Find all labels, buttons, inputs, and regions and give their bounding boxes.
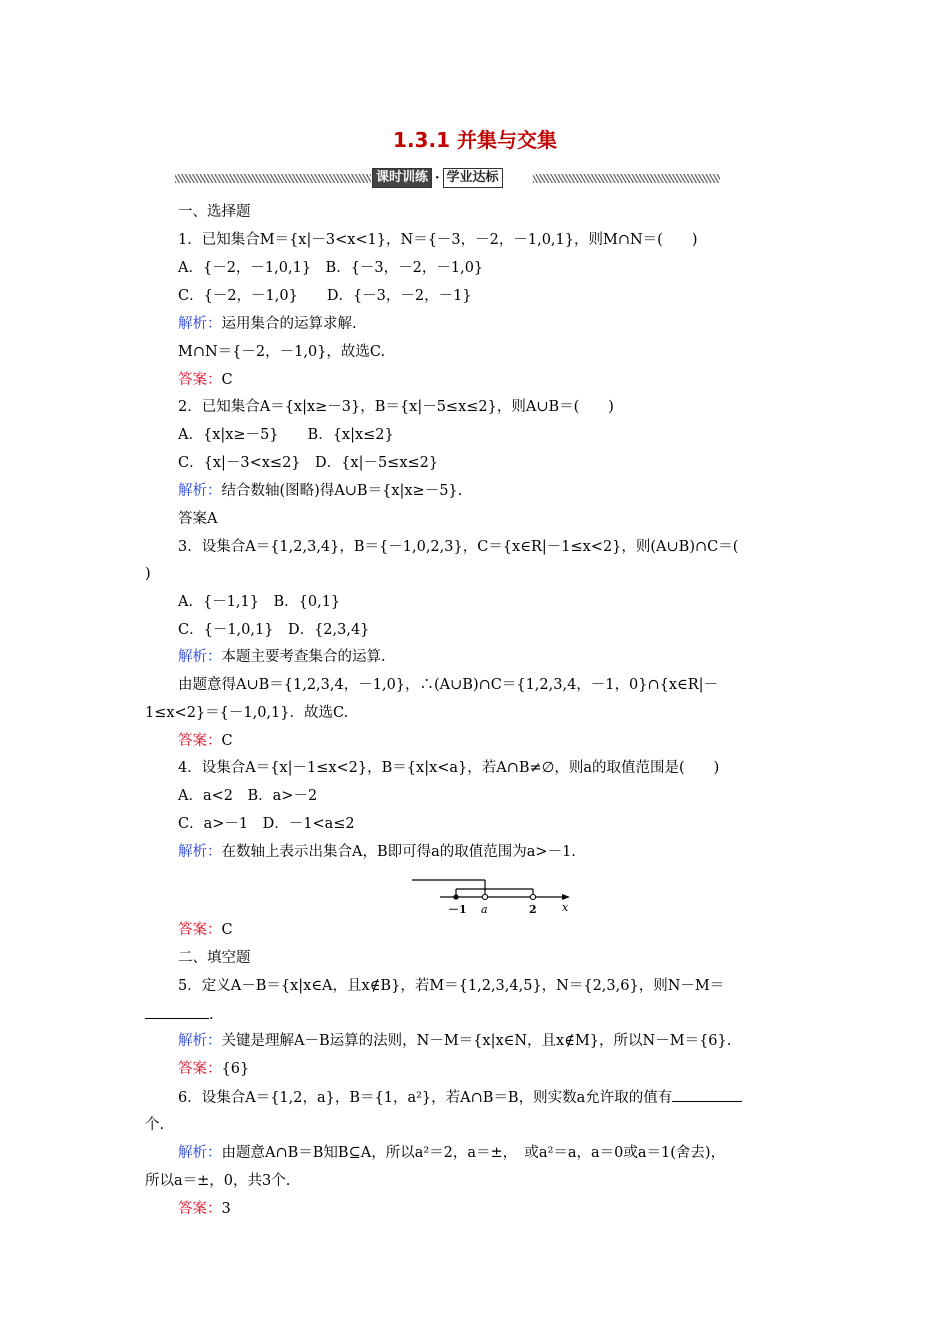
line-text: 2．已知集合A＝{x|x≥－3}，B＝{x|－5≤x≤2}，则A∪B＝( ): [178, 399, 614, 415]
line-text: 关键是理解A－B运算的法则，N－M＝{x|x∈N，且x∉M}，所以N－M＝{6}.: [221, 1033, 732, 1049]
answer-line: [178, 1199, 231, 1219]
text-line: [178, 976, 724, 996]
line-text: 5．定义A－B＝{x|x∈A，且x∉B}，若M＝{1,2,3,4,5}，N＝{2,3,6}，则N－M＝: [178, 978, 725, 994]
text-line: [145, 1171, 290, 1191]
line-text: A．{－1,1} B．{0,1}: [178, 594, 341, 610]
line-text: A．{x|x≥－5} B．{x|x≤2}: [178, 427, 394, 443]
text-line: [178, 948, 251, 968]
analysis-label: 解析：: [178, 483, 222, 499]
fill-in-blank: [145, 1004, 209, 1019]
line-text: .: [209, 1007, 214, 1023]
text-line: [178, 1087, 742, 1108]
analysis-line: [178, 1143, 725, 1163]
analysis-line: [178, 481, 462, 501]
line-text: C．{x|－3<x≤2} D．{x|－5≤x≤2}: [178, 455, 439, 471]
numline-label-neg1: －1: [448, 903, 467, 916]
text-line: [178, 202, 251, 222]
text-line: [178, 814, 355, 834]
line-text: 1≤x<2}＝{－1,0,1}．故选C.: [145, 705, 349, 721]
line-text: 本题主要考查集合的运算.: [221, 649, 386, 665]
text-line: [178, 537, 738, 557]
banner-label-standard: 学业达标: [443, 168, 503, 188]
line-text: 在数轴上表示出集合A，B即可得a的取值范围为a>－1.: [221, 844, 576, 860]
analysis-line: [178, 842, 576, 862]
text-line: [145, 564, 151, 584]
line-text: A．a<2 B．a>－2: [178, 788, 318, 804]
numline-label-x: x: [562, 901, 569, 914]
line-text: 3: [221, 1201, 231, 1217]
number-line-figure: [410, 872, 580, 922]
line-text: 一、选择题: [178, 204, 251, 220]
analysis-line: [178, 1031, 731, 1051]
answer-line: [178, 731, 233, 751]
banner-label-practice: 课时训练: [372, 168, 432, 188]
analysis-label: 解析：: [178, 1145, 222, 1161]
open-point-marker: [530, 894, 535, 899]
text-line: [145, 1004, 214, 1025]
analysis-label: 解析：: [178, 316, 222, 332]
answer-label: 答案：: [178, 1061, 222, 1077]
line-text: 结合数轴(图略)得A∪B＝{x|x≥－5}.: [221, 483, 463, 499]
answer-line: [178, 1059, 249, 1079]
line-text: C: [221, 372, 233, 388]
line-text: {6}: [221, 1061, 250, 1077]
answer-line: [178, 920, 233, 940]
line-text: 3．设集合A＝{1,2,3,4}，B＝{－1,0,2,3}，C＝{x∈R|－1≤x<2}，则(A∪B)∩C＝(: [178, 539, 739, 555]
text-line: [145, 1115, 164, 1135]
banner-hatch-left: [175, 174, 371, 183]
text-line: [178, 758, 719, 778]
analysis-label: 解析：: [178, 1033, 222, 1049]
text-line: [145, 703, 348, 723]
line-text: C: [221, 733, 233, 749]
text-line: [178, 342, 385, 362]
answer-label: 答案：: [178, 733, 222, 749]
line-text: 运用集合的运算求解.: [221, 316, 357, 332]
line-text: 由题意A∩B＝B知B⊆A，所以a²＝2，a＝±， 或a²＝a，a＝0或a＝1(舍去)，: [221, 1145, 726, 1161]
line-text: ): [145, 566, 151, 582]
text-line: [178, 397, 614, 417]
solid-point-marker: [453, 894, 458, 899]
line-text: M∩N＝{－2，－1,0}，故选C.: [178, 344, 386, 360]
numline-label-2: 2: [529, 903, 537, 916]
line-text: C．a>－1 D．－1<a≤2: [178, 816, 355, 832]
analysis-label: 解析：: [178, 649, 222, 665]
text-line: [178, 592, 340, 612]
analysis-line: [178, 314, 357, 334]
analysis-label: 解析：: [178, 844, 222, 860]
line-text: 4．设集合A＝{x|－1≤x<2}，B＝{x|x<a}，若A∩B≠∅，则a的取值范围是( ): [178, 760, 720, 776]
text-line: [178, 509, 217, 529]
answer-label: 答案：: [178, 1201, 222, 1217]
line-text: 答案A: [178, 511, 218, 527]
banner-hatch-right: [533, 174, 720, 183]
numline-label-a: a: [481, 903, 488, 916]
line-text: 由题意得A∪B＝{1,2,3,4，－1,0}，∴(A∪B)∩C＝{1,2,3,4，－1，0}∩{x∈R|－: [178, 677, 719, 693]
line-text: 二、填空题: [178, 950, 251, 966]
line-text: 个.: [145, 1117, 165, 1133]
banner-badge: [372, 168, 503, 188]
answer-label: 答案：: [178, 372, 222, 388]
analysis-line: [178, 647, 386, 667]
line-text: 1．已知集合M＝{x|－3<x<1}，N＝{－3，－2，－1,0,1}，则M∩N＝( ): [178, 232, 698, 248]
text-line: [178, 620, 369, 640]
page-title: 1.3.1 并集与交集: [393, 128, 557, 152]
fill-in-blank: [672, 1087, 742, 1102]
text-line: [178, 230, 698, 250]
text-line: [178, 453, 438, 473]
text-line: [178, 258, 483, 278]
section-banner: [175, 168, 720, 190]
line-text: C．{－2，－1,0} D．{－3，－2，－1}: [178, 288, 472, 304]
banner-separator: ·: [435, 170, 440, 186]
line-text: C．{－1,0,1} D．{2,3,4}: [178, 622, 370, 638]
line-text: 6．设集合A＝{1,2，a}，B＝{1，a²}，若A∩B＝B，则实数a允许取的值有: [178, 1090, 673, 1106]
answer-line: [178, 370, 233, 390]
answer-label: 答案：: [178, 922, 222, 938]
line-text: C: [221, 922, 233, 938]
line-text: 所以a＝±，0，共3个.: [145, 1173, 291, 1189]
line-text: A．{－2，－1,0,1} B．{－3，－2，－1,0}: [178, 260, 484, 276]
text-line: [178, 425, 394, 445]
text-line: [178, 675, 718, 695]
open-point-marker: [482, 894, 487, 899]
text-line: [178, 786, 317, 806]
text-line: [178, 286, 472, 306]
